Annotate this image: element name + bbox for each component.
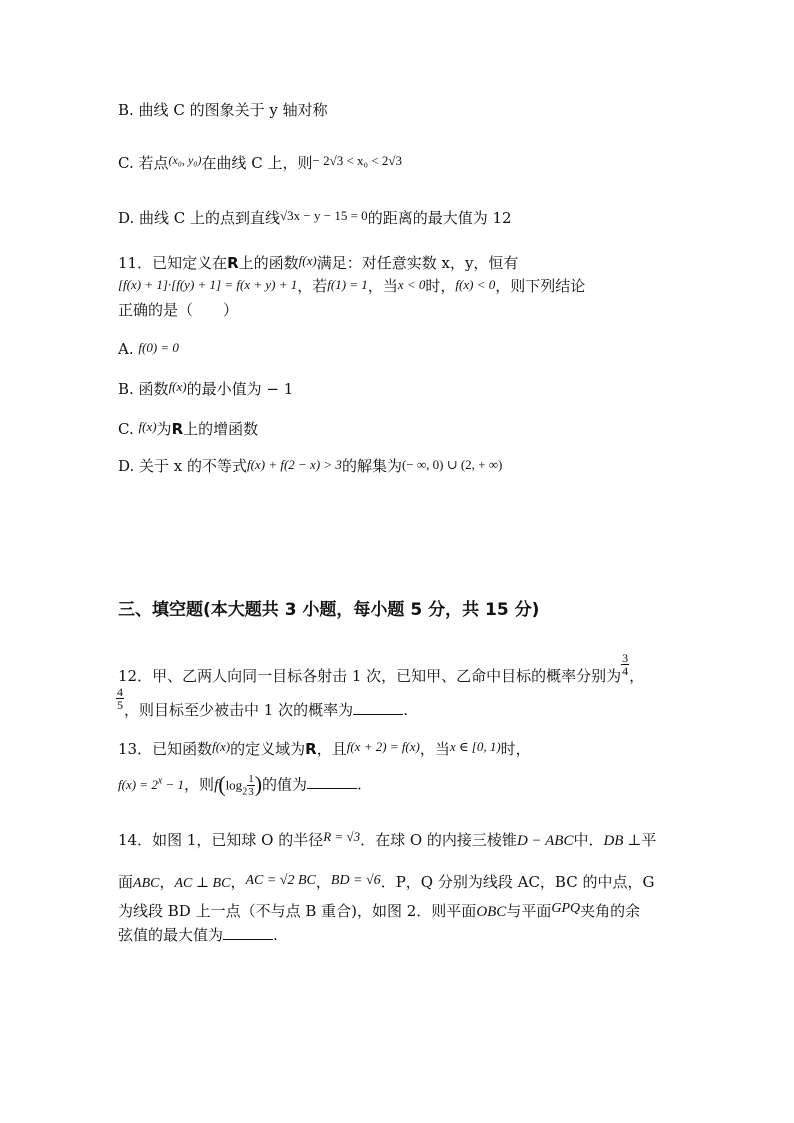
q10-point: (x₀, y₀) xyxy=(168,153,202,167)
q11-option-b xyxy=(118,378,293,398)
q13-text-2: 的定义域为 xyxy=(230,740,306,758)
q11-option-c-real: R xyxy=(171,420,184,438)
q14-text-6: ．P，Q 分别为线段 AC，BC 的中点，G xyxy=(380,873,655,891)
q13-domain: x ∈ [0, 1) xyxy=(449,739,501,754)
q13-text-1: 13．已知函数 xyxy=(118,740,213,758)
q14-text-5: 面 xyxy=(118,873,134,891)
q10-line-equation: √3x − y − 15 = 0 xyxy=(280,208,368,223)
q13-log-frac-num: 1 xyxy=(248,772,254,785)
q14-end: . xyxy=(273,926,278,944)
q13-text-4: ，当 xyxy=(419,740,450,758)
q13-answer-blank[interactable] xyxy=(307,774,357,789)
q13-log-base: 2 xyxy=(242,786,248,798)
q12-fraction-1 xyxy=(621,652,629,677)
q12-line1 xyxy=(118,651,645,685)
q13-paren-close: ) xyxy=(254,771,263,797)
q13-real-set: R xyxy=(305,740,317,758)
q14-bd-length: BD = √6 xyxy=(330,873,381,888)
q14-line1 xyxy=(118,828,656,850)
q11-option-d-prefix: D. 关于 x 的不等式 xyxy=(118,457,248,475)
q11-text-2: 满足：对任意实数 x，y，恒有 xyxy=(316,254,519,272)
q11-option-c-suffix: 上的增函数 xyxy=(183,420,259,438)
q12-frac1-num: 3 xyxy=(622,651,629,665)
q14-line4 xyxy=(118,925,278,944)
section-heading: 三、填空题(本大题共 3 小题，每小题 5 分，共 15 分) xyxy=(118,600,540,620)
q11-real-set: R xyxy=(227,254,239,272)
q11-text-6: ，则下列结论 xyxy=(495,277,586,295)
q14-abc: ABC xyxy=(133,876,160,891)
q12-answer-blank[interactable] xyxy=(353,700,403,715)
q13-text-3: ，且 xyxy=(316,740,347,758)
q14-radius: R = √3 xyxy=(323,829,361,844)
q11-text-3: ，若 xyxy=(297,277,328,295)
q13-paren-open: ( xyxy=(218,771,226,797)
q14-perp-1: DB ⊥ xyxy=(603,833,642,849)
q14-text-9: 夹角的余 xyxy=(580,902,641,920)
q14-pyramid: D − ABC xyxy=(516,833,574,849)
q11-option-a xyxy=(118,339,179,358)
q14-text-4: 平 xyxy=(641,831,657,849)
q14-text-10: 弦值的最大值为 xyxy=(118,926,224,944)
q12-comma: ， xyxy=(629,667,645,685)
q13-text-7: 的值为 xyxy=(262,775,308,794)
q10-option-c-mid: 在曲线 C 上，则 xyxy=(201,154,313,172)
q14-plane-gpq: GPQ xyxy=(551,901,581,916)
q11-number: 11．已知定义在 xyxy=(118,254,228,272)
q13-def-a: f(x) = 2 xyxy=(118,777,158,793)
q10-option-c-prefix: C. 若点 xyxy=(118,154,169,172)
q13-log: log xyxy=(225,777,243,793)
q14-plane-obc: OBC xyxy=(476,904,507,920)
q11-option-d-text: 的解集为 xyxy=(341,457,402,475)
q10-option-d-suffix: 的距离的最大值为 12 xyxy=(367,209,512,227)
q13-log-frac-den: 3 xyxy=(248,785,254,798)
q13-def-b: − 1 xyxy=(162,777,185,793)
q11-option-a-expr: f(0) = 0 xyxy=(138,340,179,355)
q11-functional-equation: [f(x) + 1]·[f(y) + 1] = f(x + y) + 1 xyxy=(118,277,298,292)
q13-text-6: ，则 xyxy=(184,775,215,794)
q14-perp-2: AC ⊥ BC xyxy=(174,876,231,891)
q14-text-1: 14．如图 1，已知球 O 的半径 xyxy=(118,831,324,849)
q10-option-d-prefix: D. 曲线 C 上的点到直线 xyxy=(118,209,281,227)
q11-negative: f(x) < 0 xyxy=(455,277,496,292)
q14-text-2: ．在球 O 的内接三棱锥 xyxy=(360,831,517,849)
q14-sep-3: ， xyxy=(315,873,331,891)
q14-answer-blank[interactable] xyxy=(223,925,273,940)
q11-option-b-suffix: 的最小值为 − 1 xyxy=(186,380,294,398)
q12-line2 xyxy=(117,685,408,719)
q10-option-c xyxy=(118,151,402,172)
q13-text-5: 时， xyxy=(500,740,531,758)
q14-text-3: 中． xyxy=(573,831,604,849)
q12-end: . xyxy=(403,701,408,719)
q11-option-a-label: A. xyxy=(118,340,134,358)
q11-option-c xyxy=(118,418,258,438)
q11-condition: x < 0 xyxy=(397,277,426,292)
q13-log-frac xyxy=(247,773,255,798)
q11-option-c-fx: f(x) xyxy=(138,419,157,434)
q12-text: 12．甲、乙两人向同一目标各射击 1 次，已知甲、乙命中目标的概率分别为 xyxy=(118,667,622,685)
q13-periodic: f(x + 2) = f(x) xyxy=(346,739,420,754)
q11-fx: f(x) xyxy=(298,253,317,268)
q14-text-7: 为线段 BD 上一点（不与点 B 重合)，如图 2．则平面 xyxy=(118,902,477,920)
q13-def-exp: x xyxy=(157,776,163,787)
q13-line1 xyxy=(118,738,531,758)
q11-f1: f(1) = 1 xyxy=(327,277,368,292)
q11-text-4: ，当 xyxy=(367,277,398,295)
q12-text-2: ，则目标至少被击中 1 次的概率为 xyxy=(124,701,354,719)
q14-ac-relation: AC = √2 BC xyxy=(245,873,316,888)
q11-text: 上的函数 xyxy=(238,254,299,272)
q11-text-5: 时， xyxy=(425,277,456,295)
q10-option-d xyxy=(118,207,512,227)
q11-option-b-prefix: B. 函数 xyxy=(118,380,169,398)
q13-fx: f(x) xyxy=(212,739,231,754)
q11-option-b-fx: f(x) xyxy=(168,379,187,394)
q11-option-d-inequality: f(x) + f(2 − x) > 3 xyxy=(247,457,342,472)
q14-sep-2: ， xyxy=(230,873,246,891)
q11-option-c-text: 为 xyxy=(156,420,172,438)
q14-text-8: 与平面 xyxy=(506,902,552,920)
q13-line2 xyxy=(118,766,362,798)
q10-inequality: − 2√3 < x₀ < 2√3 xyxy=(312,153,403,168)
q12-frac2-num: 4 xyxy=(117,685,123,699)
q14-sep-1: ， xyxy=(159,873,175,891)
q11-stem-line1 xyxy=(118,252,518,272)
q13-definition xyxy=(118,777,184,792)
q14-line3 xyxy=(118,900,640,921)
q13-f: f xyxy=(214,777,219,794)
q10-option-b: B. 曲线 C 的图象关于 y 轴对称 xyxy=(118,101,328,119)
q11-stem-line3: 正确的是（ ） xyxy=(118,301,239,319)
q14-line2 xyxy=(118,872,654,893)
q12-frac2-den: 5 xyxy=(117,698,123,712)
q12-fraction-2 xyxy=(116,686,124,711)
q11-stem-line2 xyxy=(118,276,585,295)
q12-frac1-den: 4 xyxy=(622,664,629,678)
q11-option-d-set: (− ∞, 0) ∪ (2, + ∞) xyxy=(401,457,503,472)
q11-option-d xyxy=(118,456,502,475)
q11-option-c-label: C. xyxy=(118,420,134,438)
q13-end: . xyxy=(357,775,362,794)
